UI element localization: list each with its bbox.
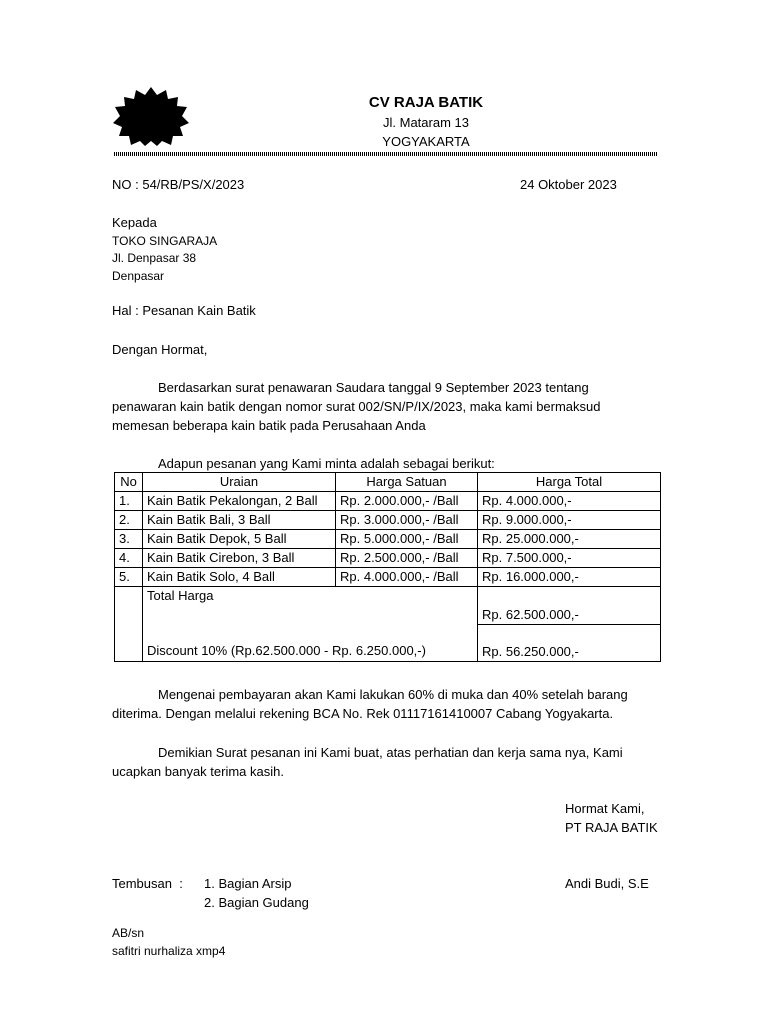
signature-company: PT RAJA BATIK (565, 820, 658, 835)
recipient-name: TOKO SINGARAJA (112, 234, 218, 248)
recipient-city: Denpasar (112, 269, 165, 283)
header-harga-satuan: Harga Satuan (336, 473, 478, 492)
total-no-cell (115, 587, 143, 662)
closing-paragraph (112, 743, 662, 781)
closing-line-1: Demikian Surat pesanan ini Kami buat, atas perhatian dan kerja sama nya, Kami (158, 745, 623, 760)
table-row (115, 549, 661, 568)
row-item: Kain Batik Pekalongan, 2 Ball (143, 492, 336, 511)
row-unit-price: Rp. 5.000.000,- /Ball (336, 530, 478, 549)
row-item: Kain Batik Depok, 5 Ball (143, 530, 336, 549)
row-item: Kain Batik Bali, 3 Ball (143, 511, 336, 530)
row-no: 2. (115, 511, 143, 530)
table-row (115, 530, 661, 549)
recipient-street: Jl. Denpasar 38 (112, 251, 197, 265)
row-total: Rp. 9.000.000,- (478, 511, 661, 530)
payment-line-2: diterima. Dengan melalui rekening BCA No. Rek 01117161410007 Cabang Yogyakarta. (112, 706, 614, 721)
discount-label: Discount 10% (Rp.62.500.000 - Rp. 6.250.000,-) (147, 643, 426, 658)
row-item: Kain Batik Cirebon, 3 Ball (143, 549, 336, 568)
row-total: Rp. 16.000.000,- (478, 568, 661, 587)
table-row (115, 511, 661, 530)
intro-line-1: Berdasarkan surat penawaran Saudara tanggal 9 September 2023 tentang (158, 380, 589, 395)
row-total: Rp. 4.000.000,- (478, 492, 661, 511)
cc-item: 1. Bagian Arsip (204, 876, 292, 891)
order-table (114, 472, 661, 662)
payment-paragraph (112, 685, 662, 723)
closing-line-2: ucapkan banyak terima kasih. (112, 764, 284, 779)
company-name: CV RAJA BATIK (368, 94, 484, 111)
footer-initials: AB/sn (112, 926, 145, 940)
row-no: 5. (115, 568, 143, 587)
signer-name: Andi Budi, S.E (565, 876, 649, 891)
header-uraian: Uraian (143, 473, 336, 492)
row-no: 1. (115, 492, 143, 511)
table-row (115, 568, 661, 587)
footer-note: safitri nurhaliza xmp4 (112, 944, 226, 958)
row-total: Rp. 25.000.000,- (478, 530, 661, 549)
star-seal-icon (112, 86, 190, 146)
row-no: 4. (115, 549, 143, 568)
company-city: YOGYAKARTA (382, 134, 470, 149)
letter-date: 24 Oktober 2023 (520, 177, 617, 192)
recipient-heading: Kepada (112, 215, 157, 230)
intro-line-2: penawaran kain batik dengan nomor surat 002/SN/P/IX/2023, maka kami bermaksud (112, 399, 601, 414)
regards: Hormat Kami, (565, 801, 645, 816)
total-row (115, 587, 661, 625)
salutation: Dengan Hormat, (112, 342, 208, 357)
total-label: Total Harga (147, 588, 214, 603)
order-intro (112, 454, 662, 473)
row-no: 3. (115, 530, 143, 549)
cc-item: 2. Bagian Gudang (204, 895, 309, 910)
header-harga-total: Harga Total (478, 473, 661, 492)
intro-paragraph (112, 378, 662, 435)
row-unit-price: Rp. 4.000.000,- /Ball (336, 568, 478, 587)
row-unit-price: Rp. 2.500.000,- /Ball (336, 549, 478, 568)
table-row (115, 492, 661, 511)
row-unit-price: Rp. 2.000.000,- /Ball (336, 492, 478, 511)
total-label-cell (143, 587, 478, 662)
company-address: Jl. Mataram 13 (383, 115, 469, 130)
order-intro-text: Adapun pesanan yang Kami minta adalah sebagai berikut: (158, 456, 495, 471)
letter-number: NO : 54/RB/PS/X/2023 (112, 177, 245, 192)
cc-label: Tembusan : (112, 876, 183, 891)
payment-line-1: Mengenai pembayaran akan Kami lakukan 60% di muka dan 40% setelah barang (158, 687, 628, 702)
row-item: Kain Batik Solo, 4 Ball (143, 568, 336, 587)
letterhead-divider (114, 152, 657, 156)
intro-line-3: memesan beberapa kain batik pada Perusahaan Anda (112, 418, 426, 433)
header-no: No (115, 473, 143, 492)
subject-line: Hal : Pesanan Kain Batik (112, 303, 256, 318)
discount-value: Rp. 56.250.000,- (478, 624, 661, 662)
row-unit-price: Rp. 3.000.000,- /Ball (336, 511, 478, 530)
total-value: Rp. 62.500.000,- (478, 587, 661, 625)
table-header-row (115, 473, 661, 492)
row-total: Rp. 7.500.000,- (478, 549, 661, 568)
